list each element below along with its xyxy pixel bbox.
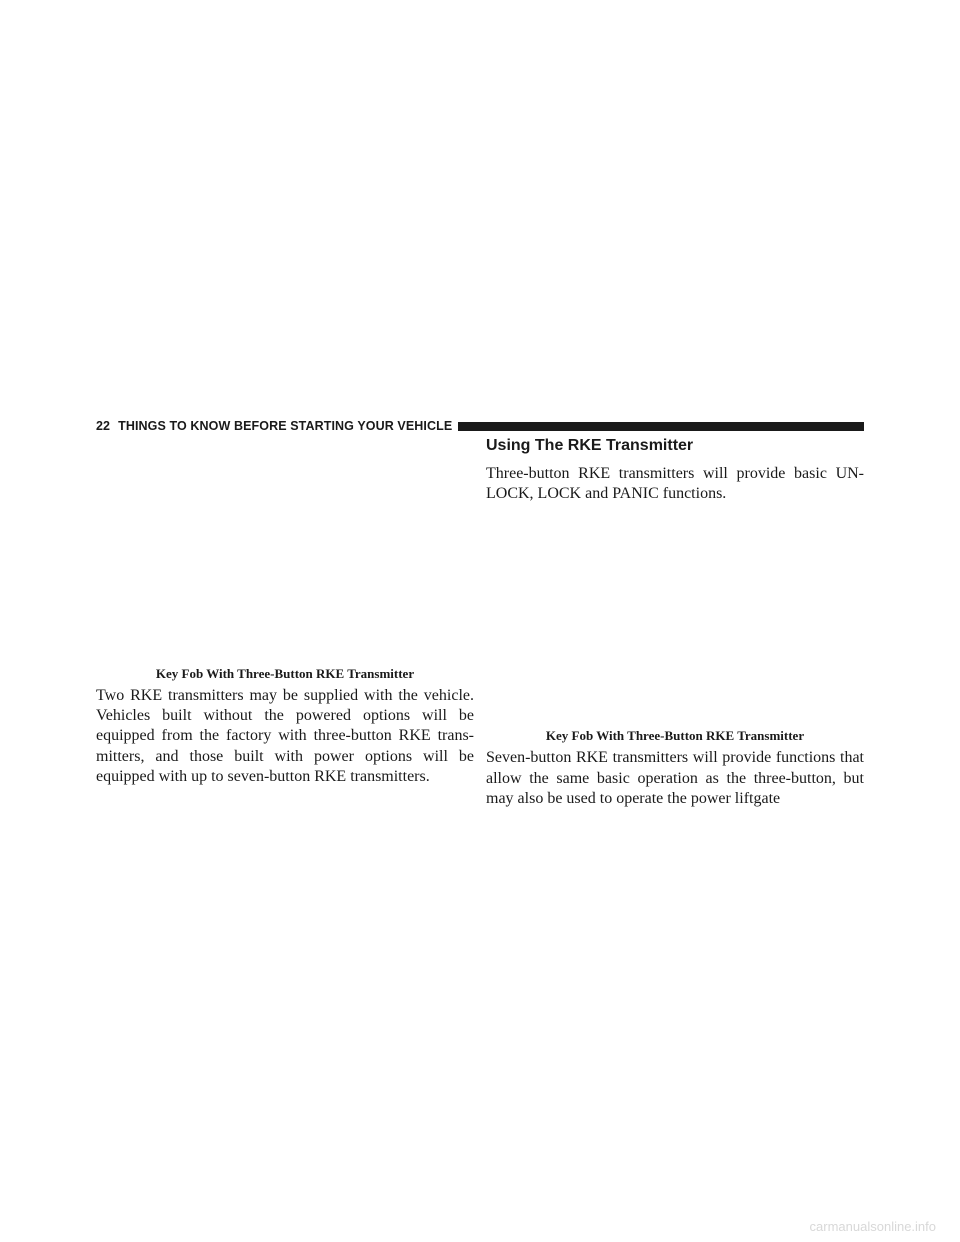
header-rule: [458, 422, 864, 431]
key-fob-figure-area: [96, 436, 474, 664]
figure-caption: Key Fob With Three-Button RKE Transmitter: [155, 666, 415, 681]
body-paragraph: Three-button RKE transmitters will provide basic UN-LOCK, LOCK and PANIC functions.: [486, 465, 864, 503]
section-heading: Using The RKE Transmitter: [486, 437, 694, 454]
running-header: [96, 418, 864, 434]
body-paragraph: Two RKE transmitters may be supplied with the vehicle. Vehicles built without the powered options will be equipped from the factory with three-button RKE trans-mitters, and those built with power options will be equipped with up to seven-button RKE transmitters.: [96, 687, 474, 785]
key-fob-figure-area: [486, 504, 864, 728]
body-paragraph: Seven-button RKE transmitters will provide functions that allow the same basic operation as the three-button, but may also be used to operate the power liftgate: [486, 749, 864, 807]
running-title: THINGS TO KNOW BEFORE STARTING YOUR VEHICLE: [118, 419, 453, 433]
right-column: [486, 436, 864, 809]
watermark: carmanualsonline.info: [809, 1219, 936, 1234]
figure-caption: Key Fob With Three-Button RKE Transmitter: [545, 728, 805, 744]
page-number: 22: [96, 419, 111, 433]
left-column: [96, 436, 474, 787]
